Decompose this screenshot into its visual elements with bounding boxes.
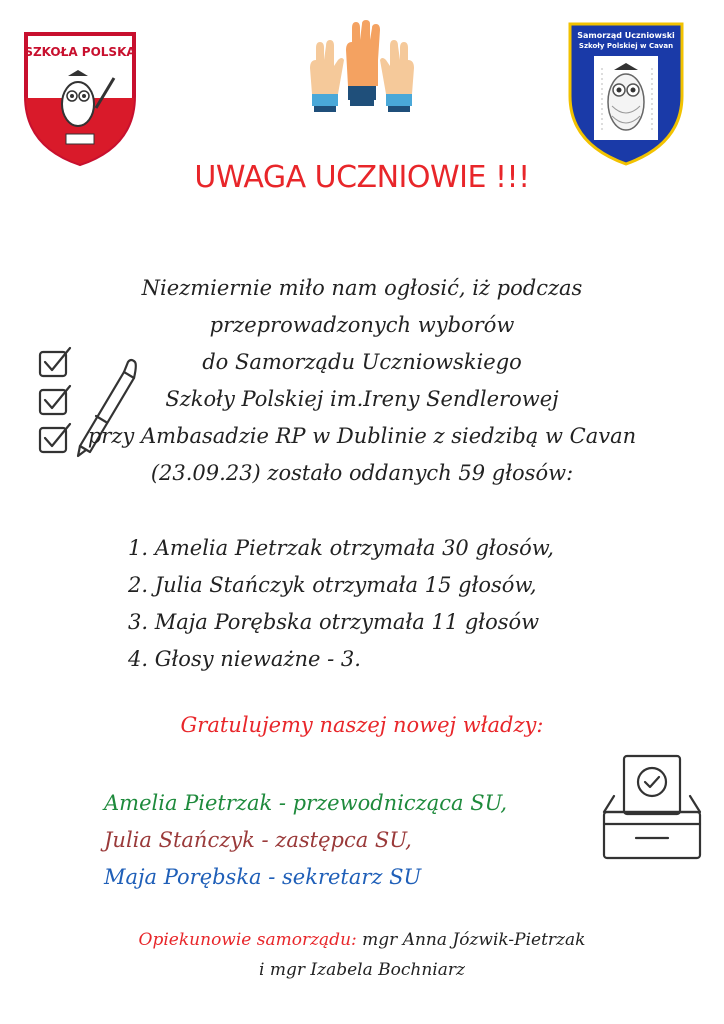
- intro-line: Szkoły Polskiej im.Ireny Sendlerowej: [165, 387, 559, 411]
- intro-line: przy Ambasadzie RP w Dublinie z siedzibą w Cavan: [87, 424, 637, 448]
- congrats-heading: Gratulujemy naszej nowej władzy:: [180, 713, 544, 737]
- right-logo-line2: Szkoły Polskiej w Cavan: [578, 42, 674, 50]
- footer-line-2: i mgr Izabela Bochniarz: [259, 960, 465, 980]
- right-logo-line1: Samorząd Uczniowski: [577, 31, 675, 40]
- roles-list: [104, 785, 507, 896]
- result-item: 4. Głosy nieważne - 3.: [128, 647, 361, 671]
- footer: [0, 925, 724, 985]
- page-title: UWAGA UCZNIOWIE !!!: [194, 160, 530, 195]
- role-secretary: Maja Porębska - sekretarz SU: [104, 865, 422, 889]
- intro-line: do Samorządu Uczniowskiego: [202, 350, 522, 374]
- student-council-logo: [566, 20, 686, 168]
- result-item: 1. Amelia Pietrzak otrzymała 30 głosów,: [128, 536, 554, 560]
- role-president: Amelia Pietrzak - przewodnicząca SU,: [104, 791, 508, 815]
- footer-label: Opiekunowie samorządu:: [138, 930, 357, 950]
- intro-line: Niezmiernie miło nam ogłosić, iż podczas: [141, 276, 583, 300]
- intro-paragraph: [0, 270, 724, 492]
- ballot-box-icon: [600, 752, 704, 862]
- intro-line: (23.09.23) zostało oddanych 59 głosów:: [150, 461, 574, 485]
- result-item: 3. Maja Porębska otrzymała 11 głosów: [128, 610, 540, 634]
- intro-line: przeprowadzonych wyborów: [209, 313, 515, 337]
- footer-name-1: mgr Anna Józwik-Pietrzak: [362, 930, 586, 950]
- footer-line-1: [0, 925, 724, 955]
- raised-hands-icon: [304, 20, 420, 118]
- role-deputy: Julia Stańczyk - zastępca SU,: [104, 828, 412, 852]
- results-list: [128, 530, 554, 678]
- left-logo-text: SZKOŁA POLSKA: [24, 45, 136, 59]
- school-logo-left: [22, 26, 138, 168]
- result-item: 2. Julia Stańczyk otrzymała 15 głosów,: [128, 573, 537, 597]
